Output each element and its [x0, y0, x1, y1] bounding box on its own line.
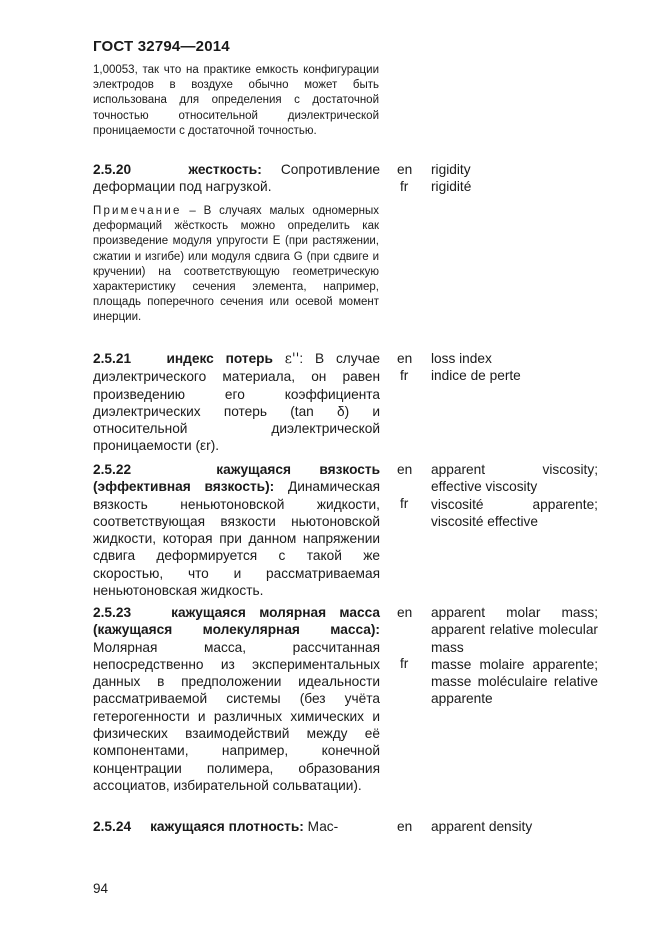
- english-equivalent: apparent density: [431, 819, 533, 834]
- note-text: – В случаях малых одномерных деформаций жёсткость можно определить как произведение модуля упругости E (при растяжении, сжатии и изгибе) или модуля сдвига G (при сдвиге и кручении) на соответствующую геометрическую характеристику сечения элемента, например, площадь поперечного сечения или осевой момент инерции.: [93, 205, 379, 324]
- lang-codes-2-5-24: [397, 818, 419, 835]
- term-definition: Динамическая вязкость неньютоновской жидкости, соответствующая вязкости ньютоновской жидкости, которая при данном напряжении сдвига деформируется с такой же скоростью, что и рассматриваемая неньютоновская жидкость.: [93, 479, 380, 599]
- term-entry-2-5-23: [93, 604, 380, 794]
- term-definition: : В случае диэлектрического материала, он равен произведению его коэффициента диэлектрических потерь (tan δ) и относительной диэлектрической проницаемости (εr).: [93, 351, 380, 454]
- term-name: кажущаяся плотность:: [150, 819, 304, 834]
- document-header: ГОСТ 32794—2014: [93, 38, 230, 55]
- equivalents-2-5-23: [431, 604, 598, 708]
- lang-code-fr: fr: [400, 368, 409, 384]
- lang-code-en: en: [397, 351, 413, 366]
- note-2-5-20: [93, 204, 379, 326]
- french-equivalent: indice de perte: [431, 368, 521, 384]
- equivalents-2-5-22: [431, 461, 598, 530]
- page-number: 94: [93, 881, 109, 896]
- lang-codes-2-5-23: [397, 604, 419, 673]
- term-number: 2.5.24: [93, 819, 132, 834]
- english-equivalent: loss index: [431, 351, 492, 366]
- english-equivalent: rigidity: [431, 162, 471, 177]
- term-number: 2.5.21: [93, 351, 132, 366]
- equivalents-2-5-21: [431, 350, 598, 385]
- term-entry-2-5-20: [93, 161, 380, 196]
- lang-code-fr: fr: [400, 179, 409, 195]
- english-equivalent: apparent molar mass; apparent relative molecular mass: [431, 605, 598, 655]
- term-number: 2.5.22: [93, 462, 132, 477]
- term-symbol: ε'': [284, 351, 300, 367]
- term-name: жесткость:: [188, 162, 262, 177]
- term-entry-2-5-24: [93, 818, 380, 835]
- term-entry-2-5-21: [93, 350, 380, 455]
- term-name: кажущаяся вязкость (эффективная вязкость):: [93, 462, 380, 495]
- term-name: индекс потерь: [166, 351, 273, 366]
- lang-codes-2-5-22: [397, 461, 419, 513]
- term-number: 2.5.23: [93, 605, 132, 620]
- term-definition: Сопротивление деформации под нагрузкой.: [93, 162, 380, 195]
- english-equivalent: apparent viscosity; effective viscosity: [431, 462, 598, 495]
- lang-codes-2-5-21: [397, 350, 419, 385]
- lang-code-en: en: [397, 819, 413, 834]
- intro-paragraph: 1,00053, так что на практике емкость конфигурации электродов в воздухе обычно может быть использована для определения с достаточной точностью относительной диэлектрической проницаемости с достаточной точностью.: [93, 64, 379, 137]
- term-definition: Мас-: [307, 819, 339, 834]
- lang-code-fr: fr: [400, 656, 409, 672]
- lang-code-en: en: [397, 605, 413, 620]
- french-equivalent: viscosité apparente; viscosité effective: [431, 496, 598, 529]
- term-entry-2-5-22: [93, 461, 380, 599]
- note-label: Примечание: [93, 205, 182, 217]
- lang-codes-2-5-20: [397, 161, 419, 196]
- french-equivalent: rigidité: [431, 179, 472, 195]
- term-number: 2.5.20: [93, 162, 132, 177]
- equivalents-2-5-24: [431, 818, 598, 835]
- term-name: кажущаяся молярная масса (кажущаяся молекулярная масса):: [93, 605, 380, 638]
- term-definition: Молярная масса, рассчитанная непосредственно из экспериментальных данных в предположении идеальности рассматриваемой системы (без учёта гетерогенности и различных химических и физических взаимодействий между её компонентами, например, конечной концентрации полимера, образования ассоциатов, избирательной сольватации).: [93, 639, 380, 793]
- lang-code-fr: fr: [400, 496, 409, 512]
- lang-code-en: en: [397, 462, 413, 477]
- equivalents-2-5-20: [431, 161, 598, 196]
- lang-code-en: en: [397, 162, 413, 177]
- french-equivalent: masse molaire apparente; masse moléculaire relative apparente: [431, 656, 598, 707]
